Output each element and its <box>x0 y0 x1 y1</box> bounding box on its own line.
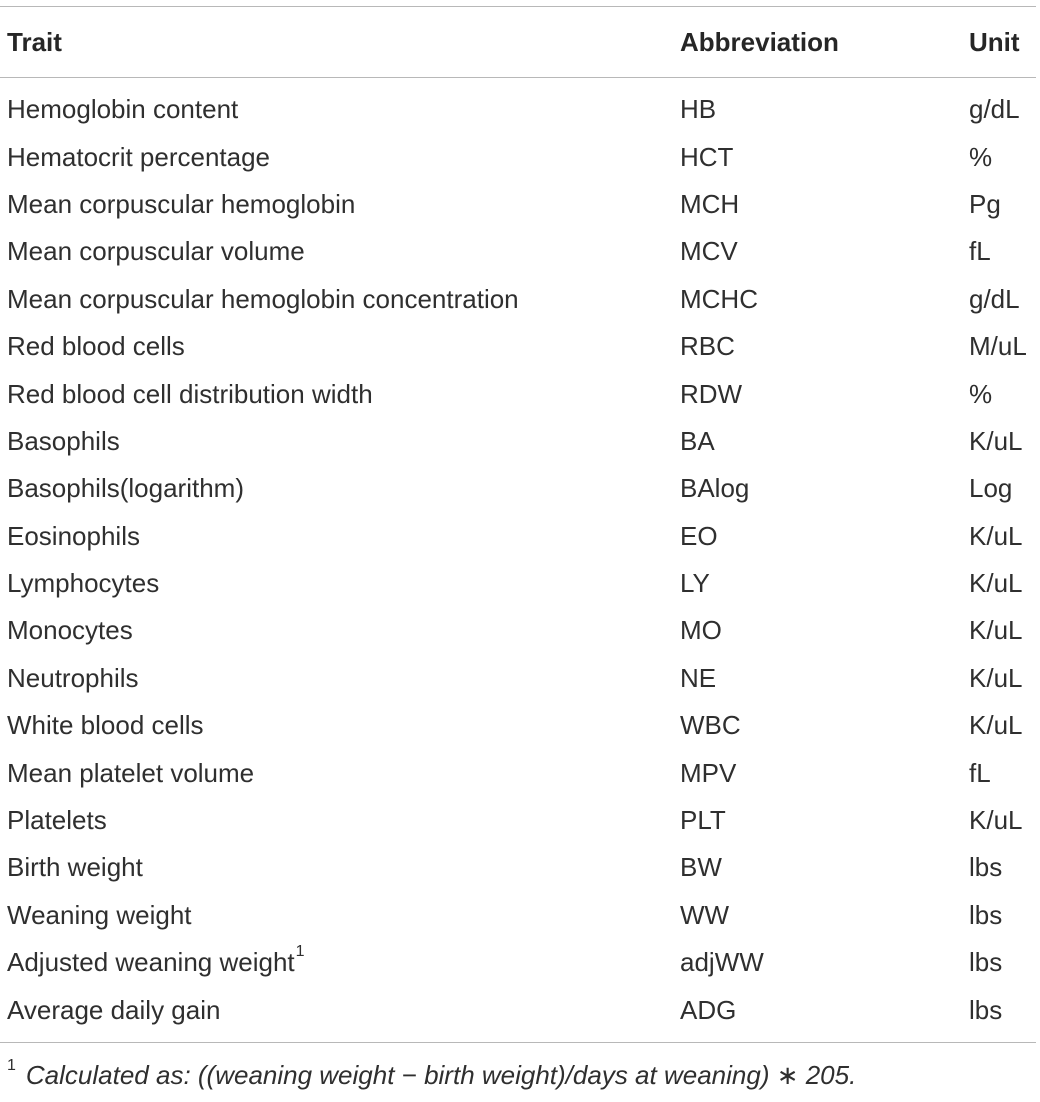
trait-cell: Hematocrit percentage <box>7 141 271 172</box>
table-row <box>0 276 1036 323</box>
table-row <box>0 133 1036 180</box>
table-footnote <box>7 1057 857 1091</box>
table-header <box>0 7 1036 77</box>
abbreviation-cell: WBC <box>680 710 741 741</box>
trait-cell <box>0 939 680 986</box>
abbreviation-cell: BAlog <box>680 473 750 504</box>
abbreviation-cell: ADG <box>680 994 737 1025</box>
abbreviation-cell: HB <box>680 94 717 125</box>
unit-cell: % <box>969 141 993 172</box>
abbreviation-cell: MCV <box>680 236 738 267</box>
abbreviation-cell: RBC <box>680 331 735 362</box>
abbreviation-cell: PLT <box>680 805 726 836</box>
header-trait: Trait <box>7 26 62 57</box>
unit-cell: fL <box>969 236 991 267</box>
unit-cell: lbs <box>969 899 1003 930</box>
header-unit: Unit <box>969 26 1020 57</box>
abbreviation-cell: RDW <box>680 378 743 409</box>
abbreviation-cell: BW <box>680 852 722 883</box>
trait-cell: Mean corpuscular volume <box>7 236 305 267</box>
unit-cell: K/uL <box>969 425 1023 456</box>
unit-cell: K/uL <box>969 520 1023 551</box>
trait-cell: Basophils <box>7 425 120 456</box>
table-row <box>0 607 1036 654</box>
trait-cell: Mean corpuscular hemoglobin <box>7 188 356 219</box>
trait-cell: Eosinophils <box>7 520 140 551</box>
unit-cell: K/uL <box>969 568 1023 599</box>
footnote-text: Calculated as: ((weaning weight − birth weight)/days at weaning) ∗ 205. <box>25 1060 857 1090</box>
unit-cell: K/uL <box>969 710 1023 741</box>
table-row <box>0 844 1036 891</box>
traits-table <box>0 7 1036 77</box>
abbreviation-cell: MCH <box>680 188 740 219</box>
table-row <box>0 939 1036 986</box>
footnote-marker: 1 <box>7 1057 16 1074</box>
table-row <box>0 418 1036 465</box>
unit-cell: K/uL <box>969 805 1023 836</box>
table-row <box>0 323 1036 370</box>
header-row <box>0 7 1036 77</box>
unit-cell: K/uL <box>969 615 1023 646</box>
abbreviation-cell: HCT <box>680 141 734 172</box>
table-row <box>0 228 1036 275</box>
abbreviation-cell: NE <box>680 662 717 693</box>
header-abbreviation: Abbreviation <box>680 26 839 57</box>
trait-cell: Platelets <box>7 805 107 836</box>
unit-cell: % <box>969 378 993 409</box>
table-row <box>0 560 1036 607</box>
table-row <box>0 465 1036 512</box>
unit-cell: Pg <box>969 188 1001 219</box>
abbreviation-cell: BA <box>680 425 715 456</box>
trait-cell: Basophils(logarithm) <box>7 473 244 504</box>
abbreviation-cell: MO <box>680 615 722 646</box>
trait-cell: Hemoglobin content <box>7 94 239 125</box>
unit-cell: fL <box>969 757 991 788</box>
unit-cell: Log <box>969 473 1013 504</box>
table-row <box>0 513 1036 560</box>
trait-cell: Red blood cell distribution width <box>7 378 373 409</box>
table-bottom-rule <box>0 1042 1036 1043</box>
table-row <box>0 78 1036 133</box>
trait-cell: Weaning weight <box>7 899 192 930</box>
abbreviation-cell: EO <box>680 520 718 551</box>
unit-cell: M/uL <box>969 331 1027 362</box>
traits-table-body <box>0 78 1036 1042</box>
abbreviation-cell: WW <box>680 899 730 930</box>
unit-cell: K/uL <box>969 662 1023 693</box>
trait-cell: Neutrophils <box>7 662 139 693</box>
trait-cell: White blood cells <box>7 710 204 741</box>
unit-cell: g/dL <box>969 283 1020 314</box>
table-row <box>0 749 1036 796</box>
table-row <box>0 655 1036 702</box>
trait-cell: Lymphocytes <box>7 568 160 599</box>
abbreviation-cell: MCHC <box>680 283 758 314</box>
abbreviation-cell: adjWW <box>680 947 764 978</box>
table-body <box>0 78 1036 1042</box>
trait-cell: Birth weight <box>7 852 143 883</box>
unit-cell: lbs <box>969 947 1003 978</box>
traits-table-container <box>0 6 1036 1043</box>
trait-cell: Monocytes <box>7 615 133 646</box>
unit-cell: lbs <box>969 852 1003 883</box>
trait-cell: Red blood cells <box>7 331 185 362</box>
table-row <box>0 892 1036 939</box>
unit-cell: lbs <box>969 994 1003 1025</box>
table-row <box>0 986 1036 1041</box>
trait-cell: Mean corpuscular hemoglobin concentration <box>7 283 519 314</box>
trait-cell: Average daily gain <box>7 994 221 1025</box>
table-row <box>0 797 1036 844</box>
table-row <box>0 702 1036 749</box>
table-row <box>0 370 1036 417</box>
table-row <box>0 181 1036 228</box>
footnote-ref: 1 <box>295 943 305 961</box>
abbreviation-cell: MPV <box>680 757 737 788</box>
unit-cell: g/dL <box>969 94 1020 125</box>
trait-cell: Mean platelet volume <box>7 757 255 788</box>
trait-text: Adjusted weaning weight <box>7 947 295 978</box>
abbreviation-cell: LY <box>680 568 710 599</box>
